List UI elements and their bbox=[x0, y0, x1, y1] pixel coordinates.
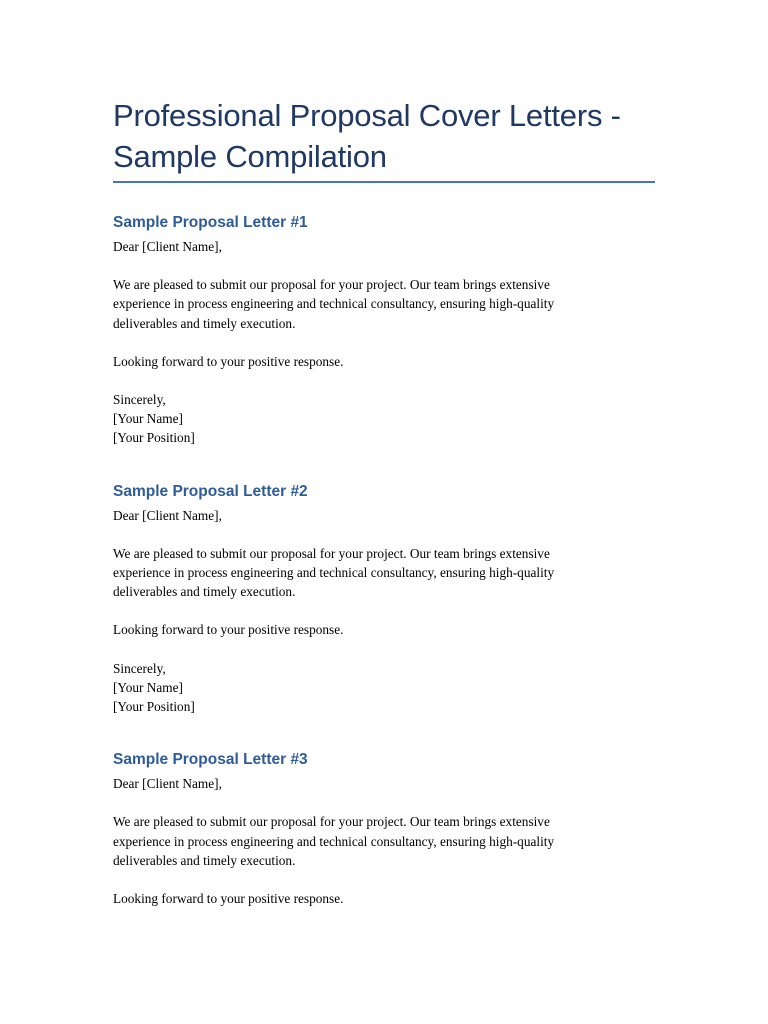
letter-body-line: deliverables and timely execution. bbox=[113, 584, 296, 600]
letter-sender-position: [Your Position] bbox=[113, 430, 195, 446]
letter-body bbox=[113, 812, 655, 870]
letter-heading: Sample Proposal Letter #2 bbox=[113, 482, 308, 500]
letter-heading: Sample Proposal Letter #1 bbox=[113, 214, 308, 231]
letter-closing-line: Looking forward to your positive response. bbox=[113, 353, 344, 369]
document-title-line-1: Professional Proposal Cover Letters - bbox=[113, 98, 621, 133]
document-page bbox=[113, 95, 655, 908]
letter-body-line: deliverables and timely execution. bbox=[113, 852, 296, 868]
letter-signoff: Sincerely, bbox=[113, 392, 166, 408]
proposal-letter-3 bbox=[113, 750, 655, 908]
letter-closing-line: Looking forward to your positive response. bbox=[113, 891, 344, 907]
letter-body-line: We are pleased to submit our proposal for your project. Our team brings extensive bbox=[113, 277, 550, 293]
letter-body bbox=[113, 275, 655, 333]
title-underline-rule bbox=[113, 181, 655, 183]
letter-body-line: deliverables and timely execution. bbox=[113, 315, 296, 331]
letter-sender-name: [Your Name] bbox=[113, 411, 183, 427]
letter-greeting: Dear [Client Name], bbox=[113, 776, 222, 792]
letter-body-line: We are pleased to submit our proposal for your project. Our team brings extensive bbox=[113, 814, 550, 830]
letter-greeting: Dear [Client Name], bbox=[113, 507, 222, 523]
letter-body-line: experience in process engineering and technical consultancy, ensuring high-quality bbox=[113, 833, 555, 849]
proposal-letter-1 bbox=[113, 213, 655, 448]
letter-closing-line: Looking forward to your positive response. bbox=[113, 622, 344, 638]
letter-body-line: experience in process engineering and technical consultancy, ensuring high-quality bbox=[113, 296, 555, 312]
document-title bbox=[113, 95, 655, 181]
letter-sender-position: [Your Position] bbox=[113, 699, 195, 715]
letter-sender-name: [Your Name] bbox=[113, 679, 183, 695]
letter-body bbox=[113, 544, 655, 602]
letter-greeting: Dear [Client Name], bbox=[113, 239, 222, 254]
letter-signature-block bbox=[113, 390, 655, 448]
document-title-line-2: Sample Compilation bbox=[113, 139, 387, 174]
letter-heading: Sample Proposal Letter #3 bbox=[113, 751, 308, 769]
letter-signature-block bbox=[113, 659, 655, 717]
proposal-letter-2 bbox=[113, 482, 655, 717]
letter-signoff: Sincerely, bbox=[113, 660, 166, 676]
letter-body-line: We are pleased to submit our proposal for your project. Our team brings extensive bbox=[113, 545, 550, 561]
letter-body-line: experience in process engineering and technical consultancy, ensuring high-quality bbox=[113, 565, 555, 581]
